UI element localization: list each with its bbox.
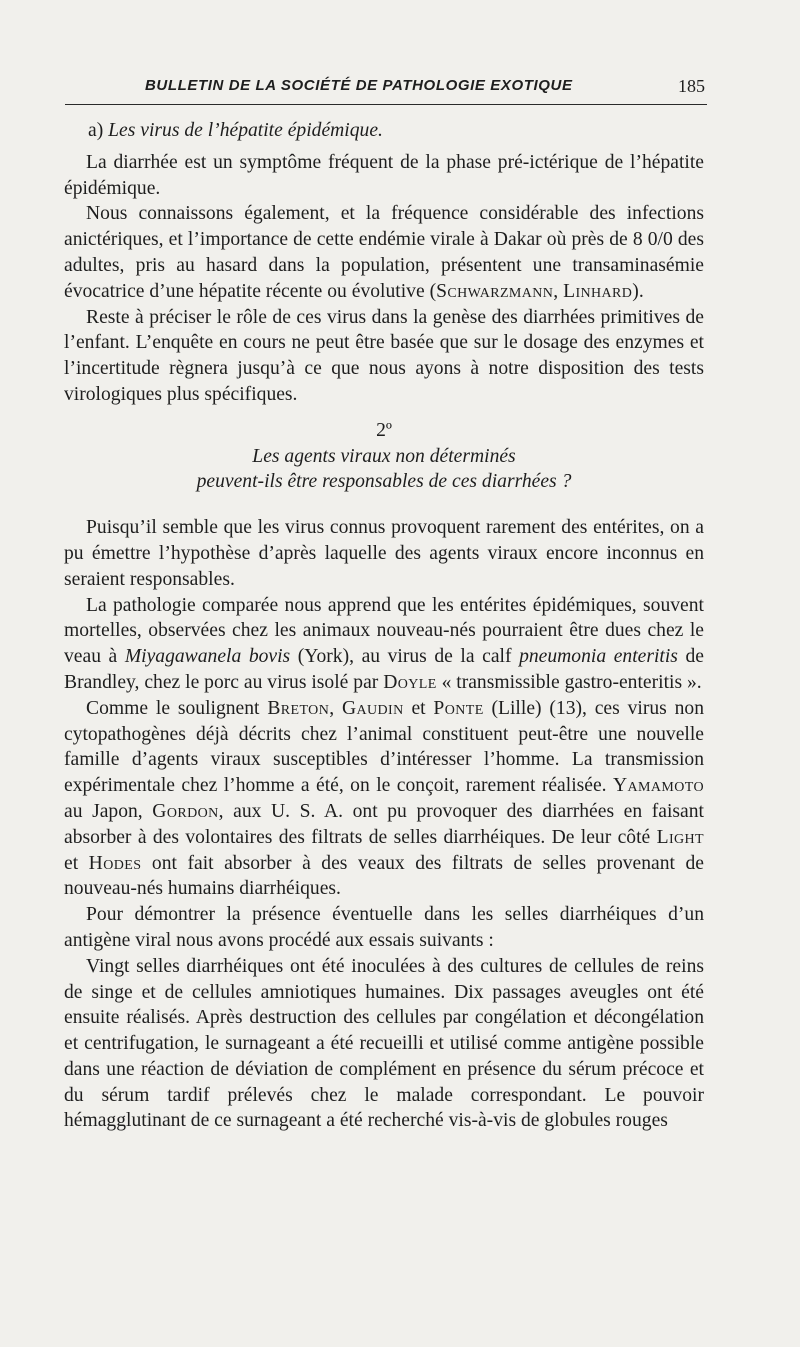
- paragraph-6-text: et: [403, 697, 434, 719]
- author-hodes: Hodes: [88, 852, 142, 874]
- paragraph-6-text: (Lille) (13), ces virus non cytopathogènes déjà décrits chez l’animal constituent peut-être une nouvelle famille d’agents viraux susceptibles d’intéresser l’homme. La transmission expérimentale chez l’homme a été, on le conçoit, rarement réalisée.: [64, 697, 704, 797]
- section-a-heading: [64, 118, 704, 144]
- paragraph-5: [64, 593, 704, 696]
- running-title: BULLETIN DE LA SOCIÉTÉ DE PATHOLOGIE EXOTIQUE: [145, 77, 573, 94]
- author-breton: Breton: [267, 697, 330, 719]
- paragraph-6-text: , aux U. S. A. ont pu provoquer des diarrhées en faisant absorber à des volontaires des filtrats de selles diarrhéiques. De leur côté: [64, 800, 704, 848]
- author-ponte: Ponte: [433, 697, 484, 719]
- paragraph-8: Vingt selles diarrhéiques ont été inoculées à des cultures de cellules de reins de singe et de cellules amniotiques humaines. Dix passages aveugles ont été ensuite réalisés. Après destruction des cellules par congélation et décongélation et centrifugation, le surnageant a été recueilli et utilisé comme antigène possible dans une réaction de déviation de complément en présence du sérum précoce et du sérum tardif prélevés chez le malade correspondant. Le pouvoir hémagglutinant de ce surnageant a été recherché vis-à-vis de globules rouges: [64, 955, 704, 1132]
- author-gordon: Gordon: [152, 800, 219, 822]
- paragraph-2-text: Nous connaissons également, et la fréquence considérable des infections anictériques, et l’importance de cette endémie virale à Dakar où près de 8 0/0 des adultes, pris au hasard dans la population, présentent une transaminasémie évocatrice d’une hépatite récente ou évolutive (: [64, 203, 704, 302]
- paragraph-6-text: ont fait absorber à des veaux des filtrats de selles provenant de nouveau-nés humains diarrhéiques.: [64, 852, 704, 900]
- author-linhard: Linhard: [563, 280, 633, 302]
- section-2-number: 2º: [376, 419, 392, 441]
- paragraph-6-text: au Japon,: [64, 800, 153, 822]
- paragraph-2-end: ).: [632, 280, 644, 302]
- paragraph-5-text: (York), au virus de la calf: [290, 646, 520, 668]
- paragraph-6: [64, 696, 704, 902]
- paragraph-5-text: « transmissible gastro-enteritis ».: [436, 671, 702, 693]
- header-rule: [65, 104, 707, 105]
- paragraph-5-text: de Brandley, chez le porc au virus isolé par: [64, 646, 704, 693]
- disease-name: pneumonia enteritis: [519, 646, 678, 668]
- paragraph-3: Reste à préciser le rôle de ces virus dans la genèse des diarrhées primitives de l’enfant. L’enquête en cours ne peut être basée que sur le dosage des enzymes et l’incertitude règnera jusqu’à ce que nous ayons à notre disposition des tests virologiques plus spécifiques.: [64, 306, 704, 405]
- paragraph-7: Pour démontrer la présence éventuelle dans les selles diarrhéiques d’un antigène viral nous avons procédé aux essais suivants :: [64, 904, 704, 951]
- section-2-title-line-2: peuvent-ils être responsables de ces diarrhées ?: [196, 471, 572, 493]
- author-doyle: Doyle: [383, 671, 437, 693]
- section-2-heading: [64, 418, 704, 495]
- paragraph-1: La diarrhée est un symptôme fréquent de la phase pré-ictérique de l’hépatite épidémique.: [64, 151, 704, 199]
- paragraph-5-text: La pathologie comparée nous apprend que les entérites épidémiques, souvent mortelles, observées chez les animaux nouveau-nés pourraient être dues chez le veau à: [64, 594, 704, 668]
- paragraph-2: [64, 201, 704, 304]
- species-name: Miyagawanela bovis: [124, 646, 291, 668]
- separator: ,: [553, 280, 564, 302]
- section-a-title: Les virus de l’hépatite épidémique.: [108, 120, 383, 141]
- paragraph-6-text: et: [64, 852, 89, 874]
- author-schwarzmann: Schwarzmann: [436, 280, 554, 302]
- section-2-line-1: [64, 418, 704, 470]
- paragraph-6-text: Comme le soulignent: [86, 697, 268, 719]
- section-a-marker: a): [88, 120, 104, 141]
- page-number: 185: [678, 76, 705, 96]
- author-gaudin: Gaudin: [341, 697, 404, 719]
- author-light: Light: [656, 826, 704, 848]
- section-2-title-line-1: Les agents viraux non déterminés: [252, 445, 516, 467]
- paragraph-6-text: ,: [329, 697, 342, 719]
- article-body: [64, 118, 704, 1134]
- author-yamamoto: Yamamoto: [613, 775, 704, 797]
- paragraph-4: Puisqu’il semble que les virus connus provoquent rarement des entérites, on a pu émettre l’hypothèse d’après laquelle des agents viraux encore inconnus en seraient responsables.: [64, 517, 704, 590]
